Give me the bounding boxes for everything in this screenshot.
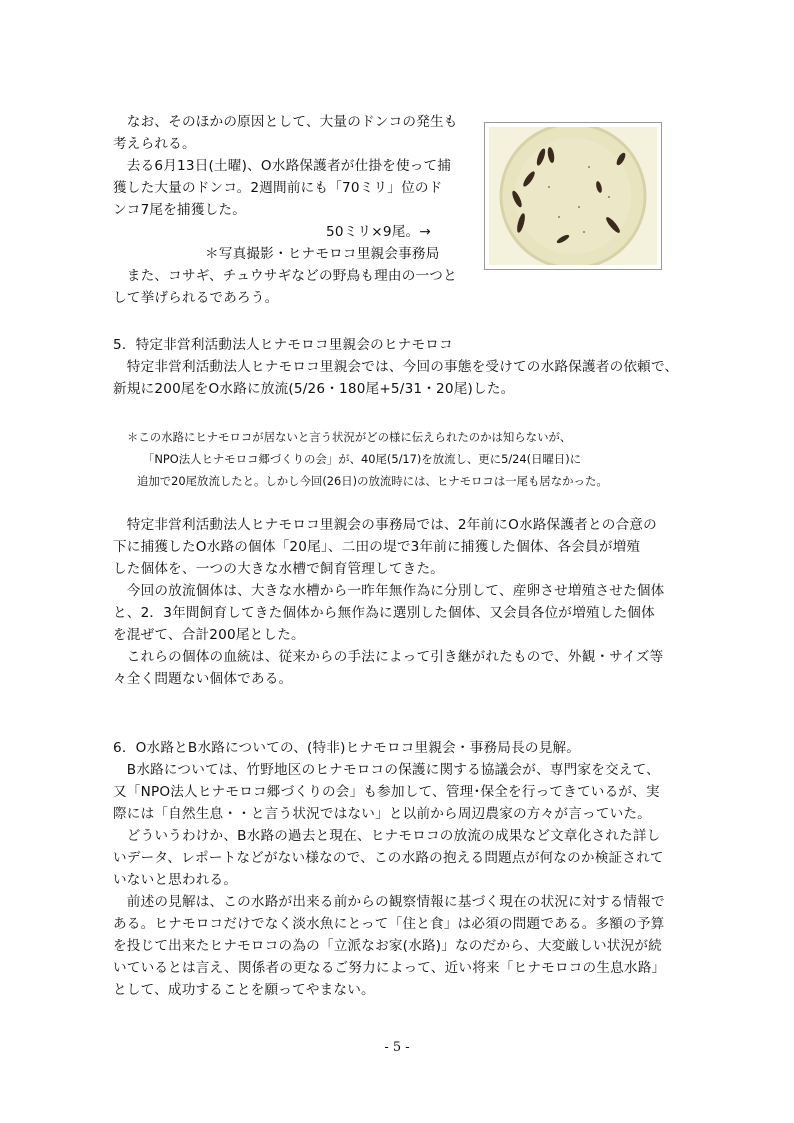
intro-line: ンコ7尾を捕獲した。 <box>113 202 246 218</box>
section-6-line: を投じて出来たヒナモロコの為の「立派なお家(水路)」なのだから、大変厳しい状況が続 <box>113 938 662 954</box>
section-6-line: いているとは言え、関係者の更なるご努力によって、近い将来「ヒナモロコの生息水路」 <box>113 960 666 976</box>
note-line: 追加で20尾放流したと。しかし今回(26日)の放流時には、ヒナモロコは一尾も居なかった。 <box>137 474 608 488</box>
page-number: - 5 - <box>384 1040 410 1055</box>
section-5-line: 今回の放流個体は、大きな水槽から一昨年無作為に分別して、産卵させ増殖させた個体 <box>113 583 665 599</box>
intro-line: 考えられる。 <box>113 136 196 152</box>
section-5-line: した個体を、一つの大きな水槽で飼育管理してきた。 <box>113 561 445 577</box>
section-6-line: いデータ、レポートなどがない様なので、この水路の抱える問題点が何なのか検証されて <box>113 850 664 866</box>
section-6-line: B水路については、竹野地区のヒナモロコの保護に関する協議会が、専門家を交えて、 <box>113 762 660 778</box>
intro-line: なお、そのほかの原因として、大量のドンコの発生も <box>113 114 458 130</box>
section-5-line: これらの個体の血統は、従来からの手法によって引き継がれたもので、外観・サイズ等 <box>113 649 664 665</box>
section-6-line: いないと思われる。 <box>113 872 238 888</box>
note-line: 「NPO法人ヒナモロコ郷づくりの会」が、40尾(5/17)を放流し、更に5/24(日曜日)に <box>143 452 582 466</box>
section-5-line: 新規に200尾をO水路に放流(5/26・180尾+5/31・20尾)した。 <box>113 381 515 397</box>
section-6-line: 前述の見解は、この水路が出来る前からの観察情報に基づく現在の状況に対する情報で <box>113 894 665 910</box>
section-5-line: 特定非営利活動法人ヒナモロコ里親会では、今回の事態を受けての水路保護者の依頼で、 <box>113 359 679 375</box>
section-5-heading: 5．特定非営利活動法人ヒナモロコ里親会のヒナモロコ <box>113 337 453 353</box>
photo-caption-credit: ＊写真撮影・ヒナモロコ里親会事務局 <box>205 246 440 262</box>
section-6-line: として、成功することを願ってやまない。 <box>113 982 375 998</box>
section-6-heading: 6．O水路とB水路についての、(特非)ヒナモロコ里親会・事務局長の見解。 <box>113 740 581 756</box>
section-6-line: どういうわけか、B水路の過去と現在、ヒナモロコの放流の成果など文章化された詳し <box>113 828 661 844</box>
intro-line: 去る6月13日(土曜)、O水路保護者が仕掛を使って捕 <box>113 158 452 174</box>
section-6-line: ある。ヒナモロコだけでなく淡水魚にとって「住と食」は必須の問題である。多額の予算 <box>113 916 665 932</box>
photo-caption-count: 50ミリ×9尾。→ <box>326 224 431 240</box>
intro-line: また、コサギ、チュウサギなどの野鳥も理由の一つと <box>113 268 457 284</box>
section-5-line: を混ぜて、合計200尾とした。 <box>113 627 305 643</box>
fish-photo <box>484 122 662 270</box>
intro-line: 獲した大量のドンコ。2週間前にも「70ミリ」位のド <box>113 180 443 196</box>
note-line: ＊この水路にヒナモロコが居ないと言う状況がどの様に伝えられたのかは知らないが、 <box>127 430 572 444</box>
section-5-line: と、2．3年間飼育してきた個体から無作為に選別した個体、又会員各位が増殖した個体 <box>113 605 655 621</box>
section-5-line: 下に捕獲したO水路の個体「20尾」、二田の堤で3年前に捕獲した個体、各会員が増殖 <box>113 539 641 555</box>
photo-of-fish-in-bucket-icon <box>489 127 657 265</box>
section-5-line: 々全く問題ない個体である。 <box>113 671 293 687</box>
section-6-line: 際には「自然生息・・と言う状況ではない」と以前から周辺農家の方々が言っていた。 <box>113 806 651 822</box>
section-6-line: 又「NPO法人ヒナモロコ郷づくりの会」も参加して、管理･保全を行ってきているが、実 <box>113 784 660 800</box>
section-5-line: 特定非営利活動法人ヒナモロコ里親会の事務局では、2年前にO水路保護者との合意の <box>113 517 657 533</box>
intro-line: して挙げられるであろう。 <box>113 290 279 306</box>
